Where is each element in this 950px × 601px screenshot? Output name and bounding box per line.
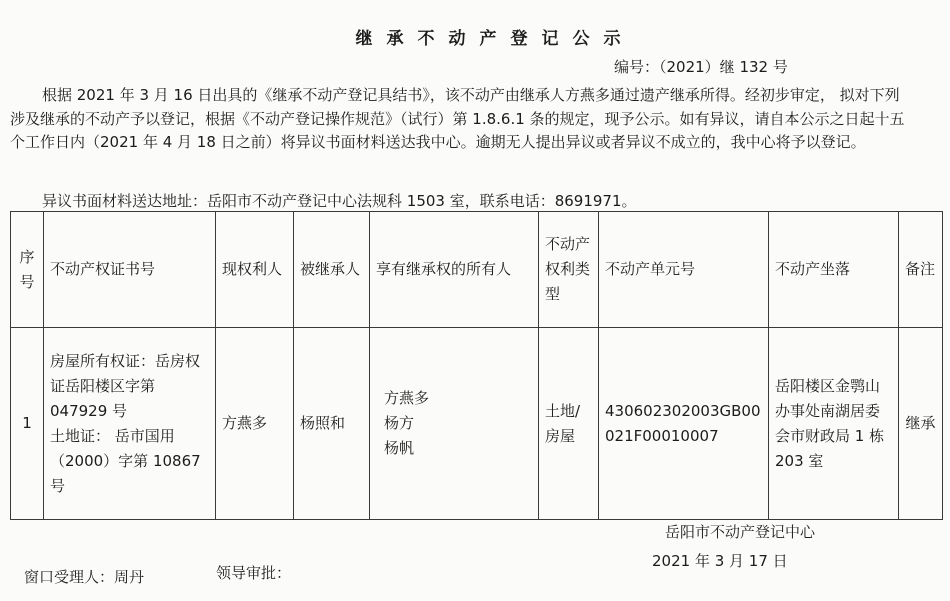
cell-cert-no	[44, 328, 216, 520]
signature-date: 2021 年 3 月 17 日	[652, 552, 788, 570]
heir-name: 方燕多	[384, 389, 430, 407]
cell-right-type: 土地/房屋	[539, 328, 599, 520]
heir-name: 杨方	[384, 414, 415, 432]
cell-heirs	[370, 328, 539, 520]
header-location: 不动产坐落	[769, 212, 899, 328]
cell-remark: 继承	[899, 328, 943, 520]
header-right-type: 不动产权利类型	[539, 212, 599, 328]
cell-decedent: 杨照和	[294, 328, 370, 520]
header-decedent: 被继承人	[294, 212, 370, 328]
cell-location: 岳阳楼区金鹗山办事处南湖居委会市财政局 1 栋 203 室	[769, 328, 899, 520]
header-unit-no: 不动产单元号	[599, 212, 769, 328]
header-cert-no: 不动产权证书号	[44, 212, 216, 328]
header-current-holder: 现权利人	[216, 212, 294, 328]
notice-title: 继承不动产登记公示	[355, 29, 635, 49]
leader-approval: 领导审批：	[216, 564, 292, 582]
table-header-row	[11, 212, 943, 328]
document-number: 编号：（2021）继 132 号	[614, 58, 788, 76]
header-remark: 备注	[899, 212, 943, 328]
header-seq: 序号	[11, 212, 44, 328]
header-heirs: 享有继承权的所有人	[370, 212, 539, 328]
notice-paragraph: 根据 2021 年 3 月 16 日出具的《继承不动产登记具结书》，该不动产由继承人方燕多通过遗产继承所得。经初步审定， 拟对下列涉及继承的不动产予以登记，根据《不动产登记操作规范》（试行）第 1.8.6.1 条的规定，现予公示。如有异议，请自本公示之日起十五个工作日内（2021 年 4 月 18 日之前）将异议书面材料送达我中心。逾期无人提出异议或者异议不成立的，我中心将予以登记。	[10, 86, 905, 151]
property-table	[10, 211, 943, 520]
signature-org: 岳阳市不动产登记中心	[665, 523, 816, 541]
cell-current-holder: 方燕多	[216, 328, 294, 520]
cell-seq: 1	[11, 328, 44, 520]
cert-house: 房屋所有权证：岳房权证岳阳楼区字第 047929 号	[50, 351, 201, 420]
table-row	[11, 328, 943, 520]
objection-address: 异议书面材料送达地址：岳阳市不动产登记中心法规科 1503 室，联系电话：8691971。	[42, 192, 637, 210]
window-handler: 窗口受理人：周丹	[24, 568, 145, 586]
cert-land: 土地证： 岳市国用（2000）字第 10867 号	[50, 426, 201, 495]
cell-unit-no: 430602302003GB00021F00010007	[599, 328, 769, 520]
heir-name: 杨帆	[384, 439, 415, 457]
